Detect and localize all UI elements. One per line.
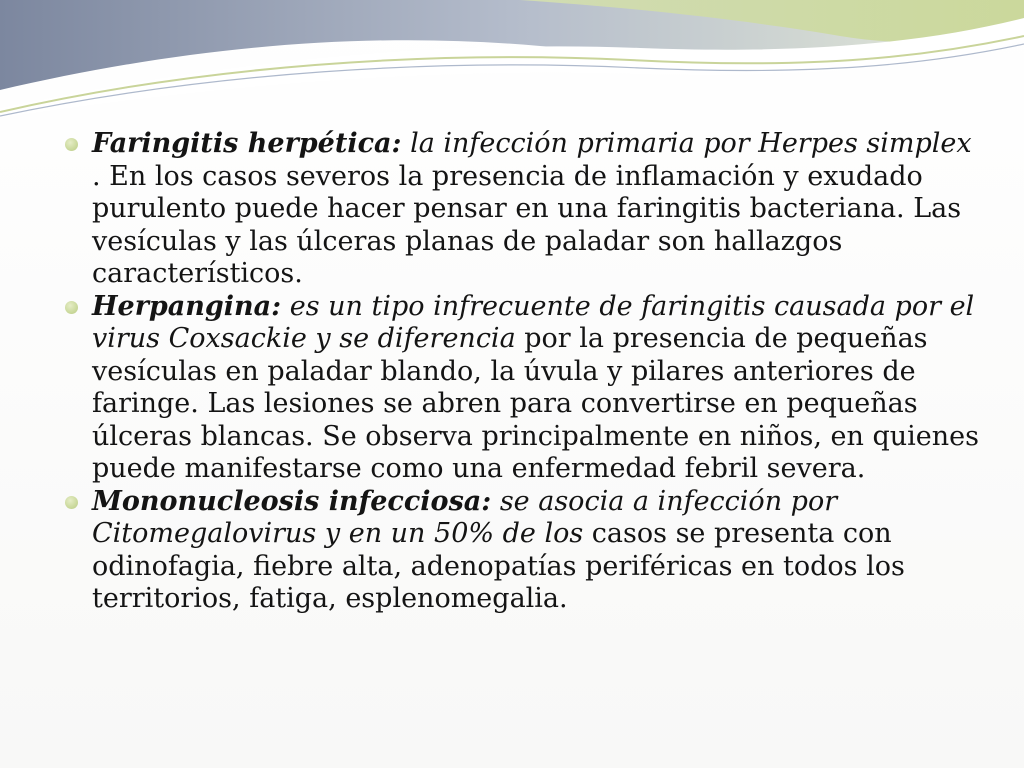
bullet-italic-text: se asocia a infección por Citomegalovirus y en un 50% de los bbox=[92, 485, 838, 549]
bullet-italic-text: es un tipo infrecuente de faringitis causada por el virus Coxsackie y se diferencia bbox=[92, 290, 975, 354]
bullet-icon bbox=[65, 138, 78, 151]
bullet-term: Herpangina: bbox=[92, 290, 282, 322]
bullet-icon bbox=[65, 301, 78, 314]
bullet-italic-text: la infección primaria por Herpes simplex bbox=[401, 128, 972, 159]
slide-content bbox=[60, 128, 980, 616]
bullet-term: Faringitis herpética: bbox=[92, 128, 402, 159]
bullet-text: . En los casos severos la presencia de inflamación y exudado purulento puede hacer pensar en una faringitis bacteriana. Las vesículas y las úlceras planas de paladar son hallazgos característicos. bbox=[92, 160, 962, 289]
bullet-mononucleosis bbox=[60, 486, 980, 616]
bullet-text: casos se presenta con odinofagia, fiebre alta, adenopatías periféricas en todos los territorios, fatiga, esplenomegalia. bbox=[92, 518, 905, 614]
bullet-herpangina bbox=[60, 291, 980, 486]
decorative-wave-header bbox=[0, 0, 1024, 130]
bullet-text: por la presencia de pequeñas vesículas en paladar blando, la úvula y pilares anteriores de faringe. Las lesiones se abren para convertirse en pequeñas úlceras blancas. Se observa principalmente en niños, en quienes puede manifestarse como una enfermedad febril severa. bbox=[92, 323, 979, 484]
bullet-faringitis-herpetica bbox=[60, 128, 980, 291]
bullet-icon bbox=[65, 496, 78, 509]
bullet-term: Mononucleosis infecciosa: bbox=[92, 485, 492, 517]
